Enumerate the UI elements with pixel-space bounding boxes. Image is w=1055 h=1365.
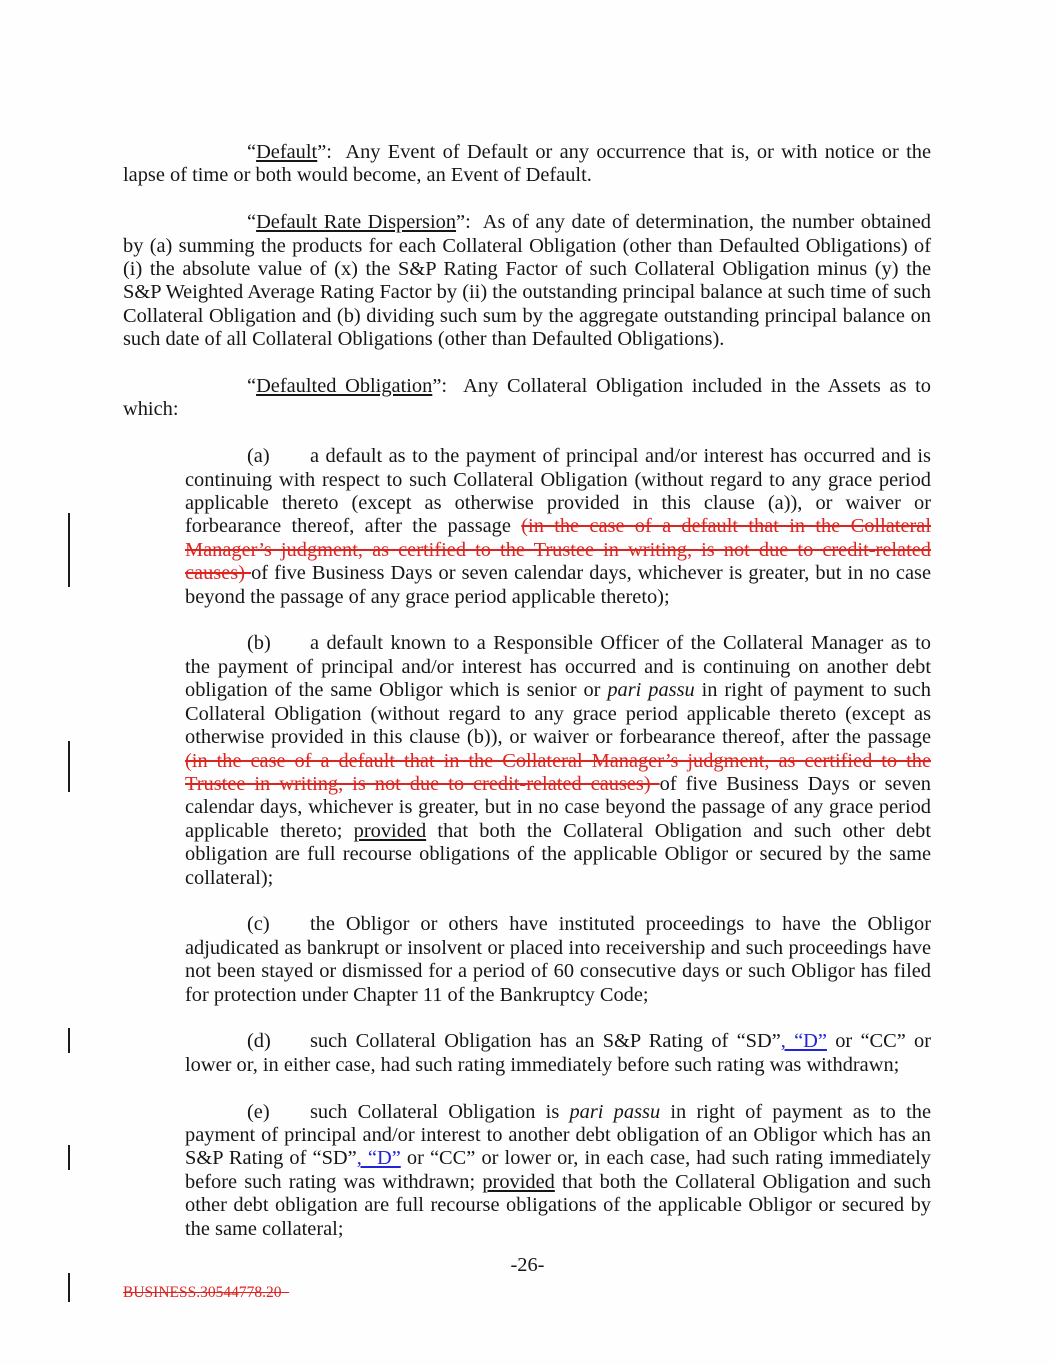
underlined-term: provided [353, 819, 427, 842]
revision-change-bar [68, 1273, 70, 1302]
text-run: a default known to a Responsible Officer of the Collateral Manager as to the payment of principal and/or interest has occurred and is continuing on another debt obligation of the same Obligor which is senior or [185, 632, 931, 702]
text-run: “ [247, 211, 257, 234]
text-run: such Collateral Obligation has an S&P Rating of “SD” [310, 1030, 781, 1053]
paragraph-clause-c [185, 913, 931, 1007]
paragraph-definition-default-rate-dispersion [123, 211, 931, 351]
text-run: in right of payment as to the payment of principal and/or interest to another debt obligation of an Obligor which has an S&P Rating of “SD” [185, 1100, 931, 1170]
clause-label: (e) [247, 1100, 270, 1123]
text-run: the Obligor or others have instituted proceedings to have the Obligor adjudicated as bankrupt or insolvent or placed into receivership and such proceedings have not been stayed or dismissed for a period of 60 consecutive days or such Obligor has filed for protection under Chapter 11 of the Bankruptcy Code; [185, 913, 931, 1006]
document-body [123, 141, 931, 1264]
emphasis-italic: pari passu [569, 1100, 661, 1123]
text-run: in right of payment to such Collateral Obligation (without regard to any grace period applicable thereto (except as otherwise provided in this clause (b)), or waiver or forbearance thereof, after the passage [185, 679, 931, 749]
clause-label: (a) [247, 445, 270, 468]
clause-label: (c) [247, 913, 270, 936]
deleted-text: (in the case of a default that in the Collateral Manager’s judgment, as certified to the Trustee in writing, is not due to credit-related causes) [185, 749, 931, 795]
text-run: ”: Any Event of Default or any occurrence that is, or with notice or the lapse of time or both would become, an Event of Default. [123, 141, 931, 187]
text-run: ”: Any Collateral Obligation included in the Assets as to which: [123, 375, 932, 421]
paragraph-clause-b [185, 632, 931, 889]
paragraph-clause-e [185, 1101, 931, 1241]
text-run: of five Business Days or seven calendar days, whichever is greater, but in no case beyond the passage of any grace period applicable thereto); [185, 562, 931, 608]
clause-label: (d) [247, 1030, 271, 1053]
inserted-text: , “D” [356, 1147, 401, 1170]
text-run: such Collateral Obligation is [310, 1100, 570, 1123]
paragraph-definition-default [123, 141, 931, 188]
document-id-stamp [123, 1284, 289, 1302]
text-run: or “CC” or lower or, in each case, had such rating immediately before such rating was withdrawn; [185, 1147, 931, 1193]
inserted-text: , “D” [780, 1030, 827, 1053]
defined-term: Defaulted Obligation [256, 375, 433, 398]
paragraph-definition-defaulted-obligation [123, 375, 931, 422]
revision-change-bar [68, 1145, 70, 1170]
revision-change-bar [68, 741, 70, 792]
text-run: of five Business Days or seven calendar days, whichever is greater, but in no case beyond the passage of any grace period applicable thereto; [185, 772, 931, 842]
clause-label: (b) [247, 632, 271, 655]
defined-term: Default Rate Dispersion [256, 211, 457, 234]
text-run: that both the Collateral Obligation and such other debt obligation are full recourse obligations of the applicable Obligor or secured by the same collateral); [185, 819, 931, 889]
defined-term: Default [256, 141, 318, 163]
emphasis-italic: pari passu [607, 679, 695, 702]
text-run: “ [247, 375, 257, 398]
paragraph-clause-a [185, 445, 931, 609]
document-id-text: BUSINESS.30544778.20 [123, 1284, 282, 1301]
strike-trailing-space [281, 1284, 289, 1301]
deleted-text: (in the case of a default that in the Collateral Manager’s judgment, as certified to the Trustee in writing, is not due to credit-related causes) [185, 515, 932, 585]
text-run: ”: As of any date of determination, the number obtained by (a) summing the products for each Collateral Obligation (other than Defaulted Obligations) of (i) the absolute value of (x) the S&P Rating Factor of such Collateral Obligation minus (y) the S&P Weighted Average Rating Factor by (ii) the outstanding principal balance at such time of such Collateral Obligation and (b) dividing such sum by the aggregate outstanding principal balance on such date of all Collateral Obligations (other than Defaulted Obligations). [123, 211, 931, 351]
text-run: or “CC” or lower or, in either case, had such rating immediately before such rating was withdrawn; [185, 1030, 931, 1076]
text-run: “ [247, 141, 257, 163]
text-run: a default as to the payment of principal and/or interest has occurred and is continuing with respect to such Collateral Obligation (without regard to any grace period applicable thereto (except as otherwise provided in this clause (a)), or waiver or forbearance thereof, after the passage [185, 445, 931, 538]
underlined-term: provided [482, 1170, 555, 1193]
text-run: that both the Collateral Obligation and such other debt obligation are full recourse obligations of the applicable Obligor or secured by the same collateral; [185, 1170, 931, 1240]
paragraph-clause-d [185, 1030, 931, 1077]
revision-change-bar [68, 1028, 70, 1053]
page-number: -26- [510, 1254, 545, 1276]
revision-change-bar [68, 513, 70, 587]
